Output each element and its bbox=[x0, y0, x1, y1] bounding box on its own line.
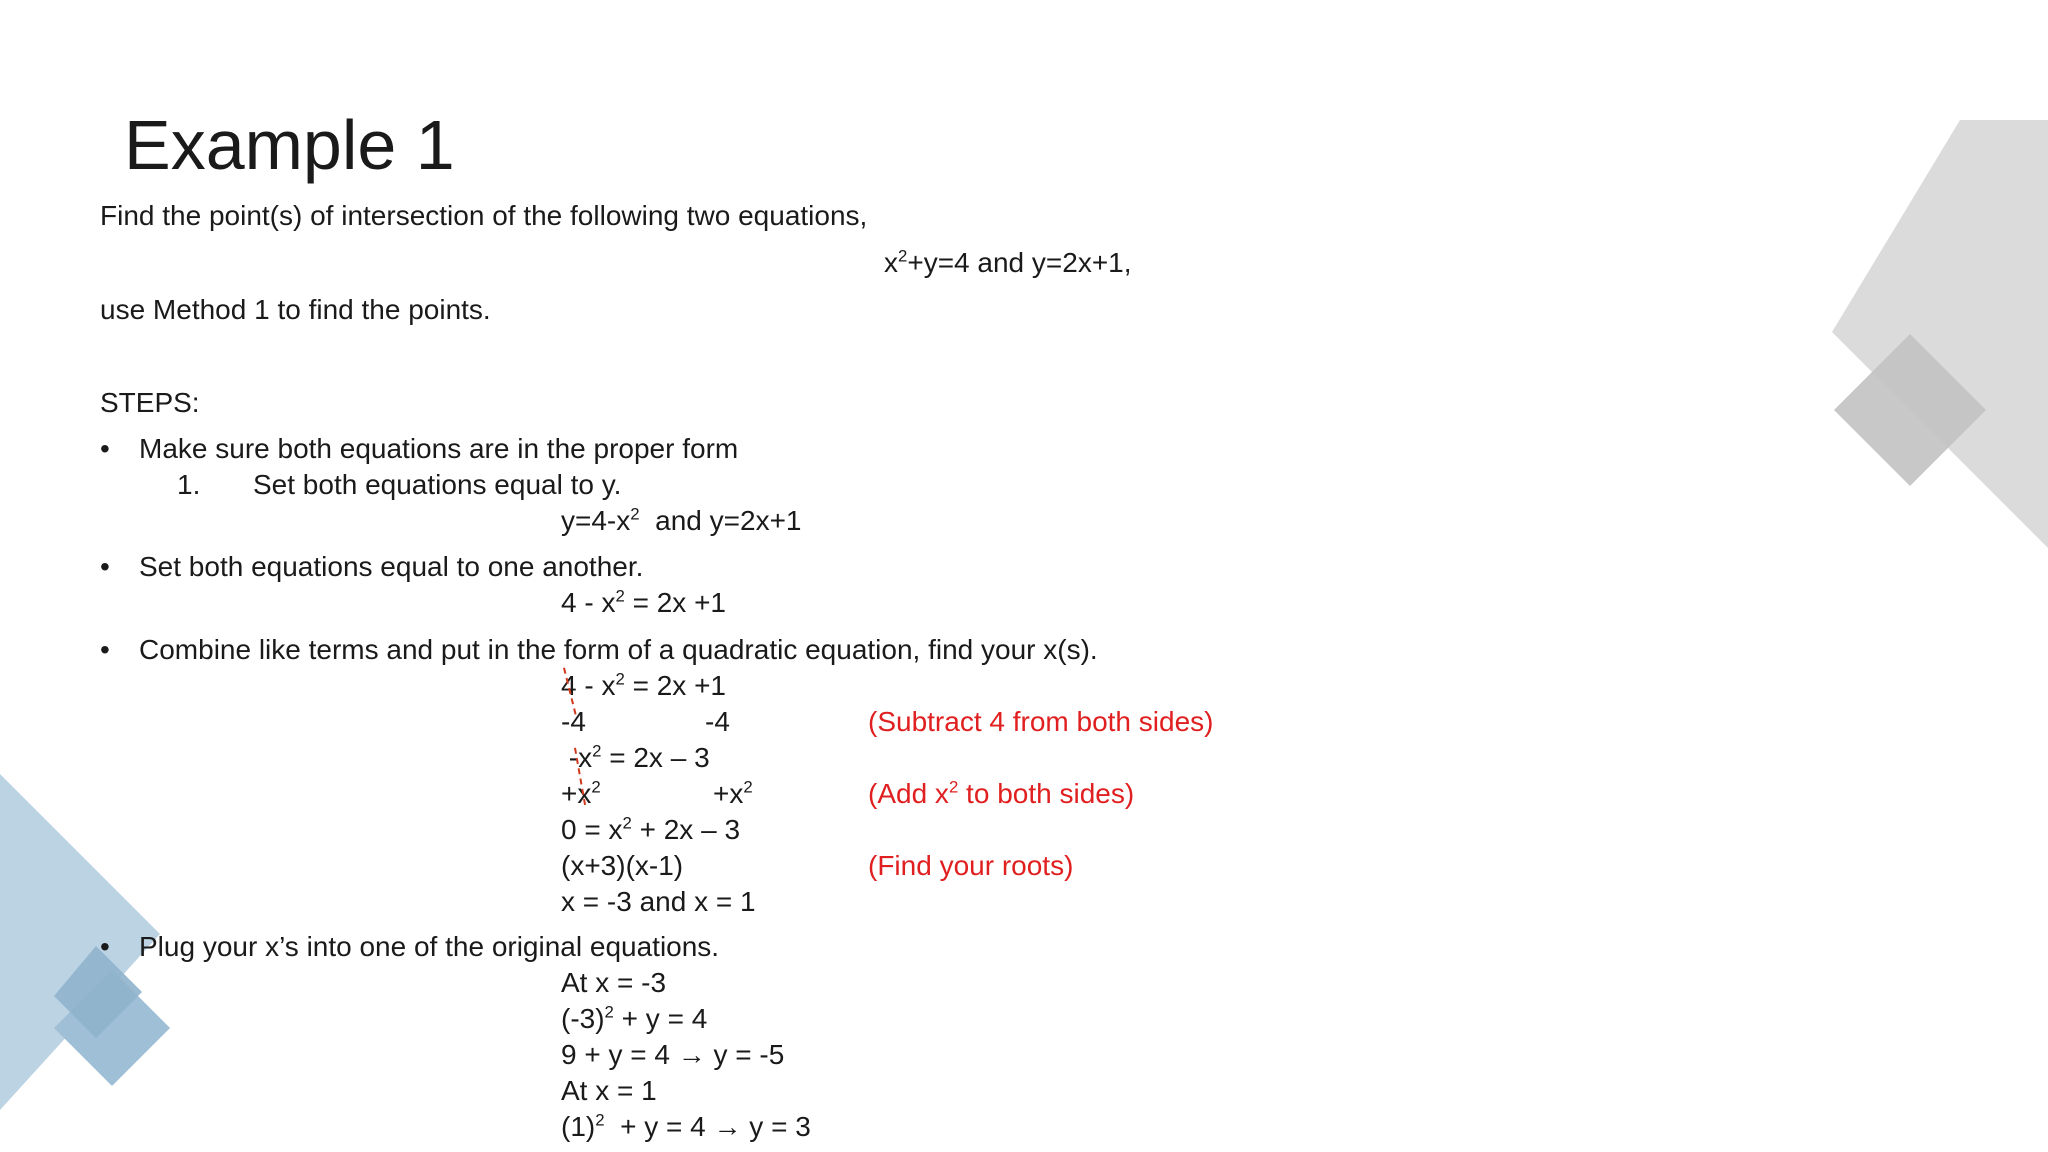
step-2-equation: $4 - x^2 = 2x +1$ bbox=[561, 586, 726, 618]
work-line-4b: $+x^2$ bbox=[713, 777, 753, 809]
work-line-2a: -4 bbox=[561, 706, 586, 737]
step-1-sub-text: Set both equations equal to y. bbox=[253, 469, 622, 500]
note-roots: (Find your roots) bbox=[868, 850, 1074, 881]
intro-instruction: use Method 1 to find the points. bbox=[100, 294, 491, 325]
step-1-equation: $y=4-x^2$ and y=2x+1 bbox=[561, 504, 802, 536]
intro-equations: $x^2+y=4$ and y=2x+1, bbox=[884, 246, 1132, 278]
work-line-2b: -4 bbox=[705, 706, 730, 737]
step-2-text: Set both equations equal to one another. bbox=[139, 551, 644, 582]
work-line-4a: $+x^2$ bbox=[561, 777, 601, 809]
work-line-5: $0 = x^2 + 2x - 3$ bbox=[561, 813, 741, 845]
bullet-marker: • bbox=[100, 634, 110, 665]
work-line-6: (x+3)(x-1) bbox=[561, 850, 684, 881]
work-line-1: $4 - x^2 = 2x +1$ bbox=[561, 669, 726, 701]
bullet-marker: • bbox=[100, 551, 110, 582]
work-line-3: $-x^2 = 2x - 3$ bbox=[561, 741, 710, 773]
step-1-text: Make sure both equations are in the proper form bbox=[139, 433, 739, 464]
step-4-text: Plug your x’s into one of the original equations. bbox=[139, 931, 720, 962]
note-add: (Add $x^2$ to both sides) bbox=[868, 777, 1135, 809]
page-title: Example 1 bbox=[124, 106, 455, 184]
intro-line: Find the point(s) of intersection of the following two equations, bbox=[100, 200, 868, 231]
plug-line-5: $(1)^2 + y = 4 \to y = 3$ bbox=[561, 1110, 811, 1142]
steps-label: STEPS: bbox=[100, 387, 200, 418]
step-1-sub-number: 1. bbox=[177, 469, 201, 500]
note-subtract: (Subtract 4 from both sides) bbox=[868, 706, 1214, 737]
bullet-marker: • bbox=[100, 433, 110, 464]
bullet-marker: • bbox=[100, 931, 110, 962]
plug-line-3: 9 + y = 4 → y = -5 bbox=[561, 1039, 785, 1070]
plug-line-4: At x = 1 bbox=[561, 1075, 657, 1106]
plug-line-1: At x = -3 bbox=[561, 967, 667, 998]
step-3-text: Combine like terms and put in the form of a quadratic equation, find your x(s). bbox=[139, 634, 1098, 665]
work-line-7: x = -3 and x = 1 bbox=[561, 886, 756, 917]
decor-gray-diamond-large bbox=[1832, 120, 2048, 548]
plug-line-2: $(-3)^2 + y = 4$ bbox=[561, 1002, 708, 1034]
